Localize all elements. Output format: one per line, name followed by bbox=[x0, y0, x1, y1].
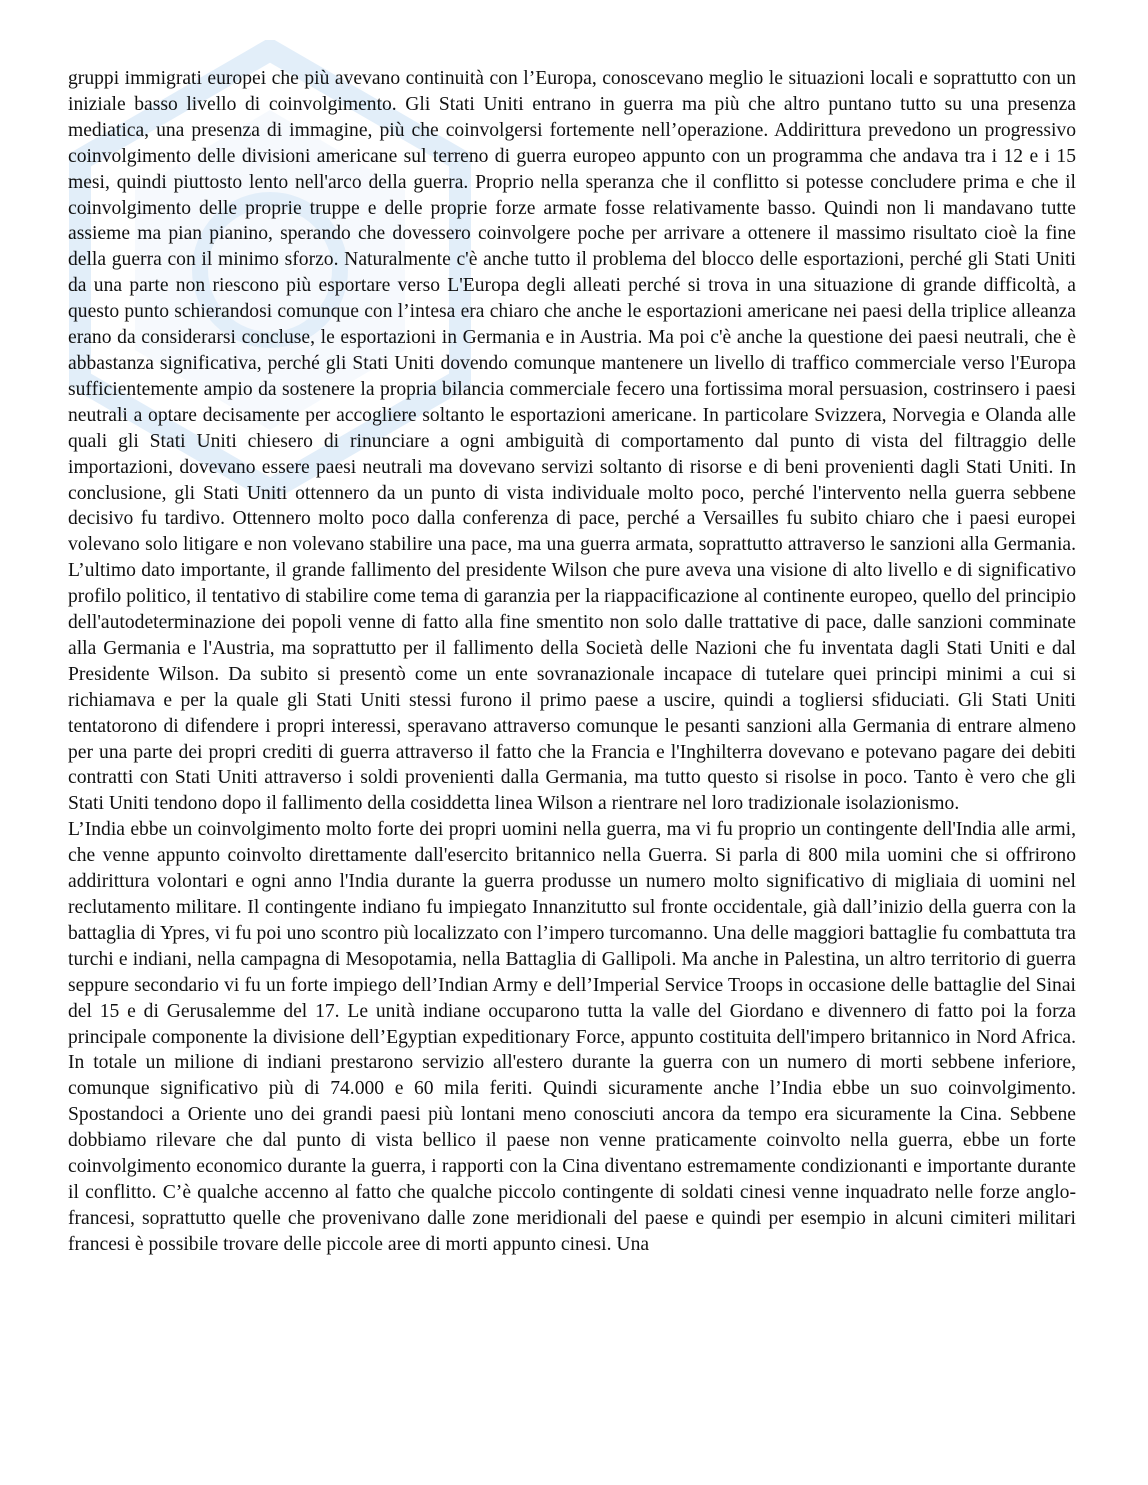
paragraph-india-china: L’India ebbe un coinvolgimento molto forte dei propri uomini nella guerra, ma vi fu proprio un contingente dell'India alle armi, che venne appunto coinvolto direttamente dall'esercito britannico nella Guerra. Si parla di 800 mila uomini che si offrirono addirittura volontari e ogni anno l'India durante la guerra produsse un numero molto significativo di migliaia di uomini nel reclutamento militare. Il contingente indiano fu impiegato Innanzitutto sul fronte occidentale, già dall’inizio della guerra con la battaglia di Ypres, vi fu poi uno scontro più localizzato con l’impero turcomanno. Una delle maggiori battaglie fu combattuta tra turchi e indiani, nella campagna di Mesopotamia, nella Battaglia di Gallipoli. Ma anche in Palestina, un altro territorio di guerra seppure secondario vi fu un forte impiego dell’Indian Army e dell’Imperial Service Troops in occasione delle battaglie del Sinai del 15 e di Gerusalemme del 17. Le unità indiane occuparono tutta la valle del Giordano e divennero di fatto poi la forza principale componente la divisione dell’Egyptian expeditionary Force, appunto costituita dell'impero britannico in Nord Africa. In totale un milione di indiani prestarono servizio all'estero durante la guerra con un numero di morti sebbene inferiore, comunque significativo più di 74.000 e 60 mila feriti. Quindi sicuramente anche l’India ebbe un suo coinvolgimento. Spostandoci a Oriente uno dei grandi paesi più lontani meno conosciuti ancora da tempo era sicuramente la Cina. Sebbene dobbiamo rilevare che dal punto di vista bellico il paese non venne praticamente coinvolto nella guerra, ebbe un forte coinvolgimento economico durante la guerra, i rapporti con la Cina diventano estremamente condizionanti e importante durante il conflitto. C’è qualche accenno al fatto che qualche piccolo contingente di soldati cinesi venne inquadrato nelle forze anglo-francesi, soprattutto quelle che provenivano dalle zone meridionali del paese e quindi per esempio in alcuni cimiteri militari francesi è possibile trovare delle piccole aree di morti appunto cinesi. Una bbox=[68, 819, 1076, 1255]
document-body bbox=[68, 66, 1076, 1258]
paragraph-usa: gruppi immigrati europei che più avevano continuità con l’Europa, conoscevano meglio le situazioni locali e soprattutto con un iniziale basso livello di coinvolgimento. Gli Stati Uniti entrano in guerra ma più che altro puntano tutto su una presenza mediatica, una presenza di immagine, più che coinvolgersi fortemente nell’operazione. Addirittura prevedono un progressivo coinvolgimento delle divisioni americane sul terreno di guerra europeo appunto con un programma che andava tra i 12 e i 15 mesi, quindi piuttosto lento nell'arco della guerra. Proprio nella speranza che il conflitto si potesse concludere prima e che il coinvolgimento delle proprie truppe e delle proprie forze armate fosse relativamente basso. Quindi non li mandavano tutte assieme ma pian pianino, sperando che dovessero coinvolgere poche per arrivare a ottenere il massimo risultato cioè la fine della guerra con il minimo sforzo. Naturalmente c'è anche tutto il problema del blocco delle esportazioni, perché gli Stati Uniti da una parte non riescono più esportare verso L'Europa degli alleati perché si trova in una situazione di grande difficoltà, a questo punto schierandosi comunque con l’intesa era chiaro che anche le esportazioni americane nei paesi della triplice alleanza erano da considerarsi concluse, le esportazioni in Germania e in Austria. Ma poi c'è anche la questione dei paesi neutrali, che è abbastanza significativa, perché gli Stati Uniti dovendo comunque mantenere un livello di traffico commerciale verso l'Europa sufficientemente ampio da sostenere la propria bilancia commerciale fecero una fortissima moral persuasion, costrinsero i paesi neutrali a optare decisamente per accogliere soltanto le esportazioni americane. In particolare Svizzera, Norvegia e Olanda alle quali gli Stati Uniti chiesero di rinunciare a ogni ambiguità di comportamento dal punto di vista del filtraggio delle importazioni, dovevano essere paesi neutrali ma dovevano servizi soltanto di risorse e di beni provenienti dagli Stati Uniti. In conclusione, gli Stati Uniti ottennero da un punto di vista individuale molto poco, perché l'intervento nella guerra sebbene decisivo fu tardivo. Ottennero molto poco dalla conferenza di pace, perché a Versailles fu subito chiaro che i paesi europei volevano solo litigare e non volevano stabilire una pace, ma una guerra armata, soprattutto attraverso le sanzioni alla Germania. L’ultimo dato importante, il grande fallimento del presidente Wilson che pure aveva una visione di alto livello e di significativo profilo politico, il tentativo di stabilire come tema di garanzia per la riappacificazione al continente europeo, quello del principio dell'autodeterminazione dei popoli venne di fatto alla fine smentito non solo dalle trattative di pace, dalle sanzioni comminate alla Germania e l'Austria, ma soprattutto per il fallimento della Società delle Nazioni che fu inventata dagli Stati Uniti e dal Presidente Wilson. Da subito si presentò come un ente sovranazionale incapace di tutelare quei principi minimi a cui si richiamava e per la quale gli Stati Uniti stessi furono il primo paese a uscire, quindi a togliersi sfiduciati. Gli Stati Uniti tentatorono di difendere i propri interessi, speravano attraverso comunque le pesanti sanzioni alla Germania di entrare almeno per una parte dei propri crediti di guerra attraverso il fatto che la Francia e l'Inghilterra dovevano e potevano pagare dei debiti contratti con Stati Uniti attraverso i soldi provenienti dalla Germania, ma tutto questo si risolse in poco. Tanto è vero che gli Stati Uniti tendono dopo il fallimento della cosiddetta linea Wilson a rientrare nel loro tradizionale isolazionismo. bbox=[68, 68, 1076, 815]
